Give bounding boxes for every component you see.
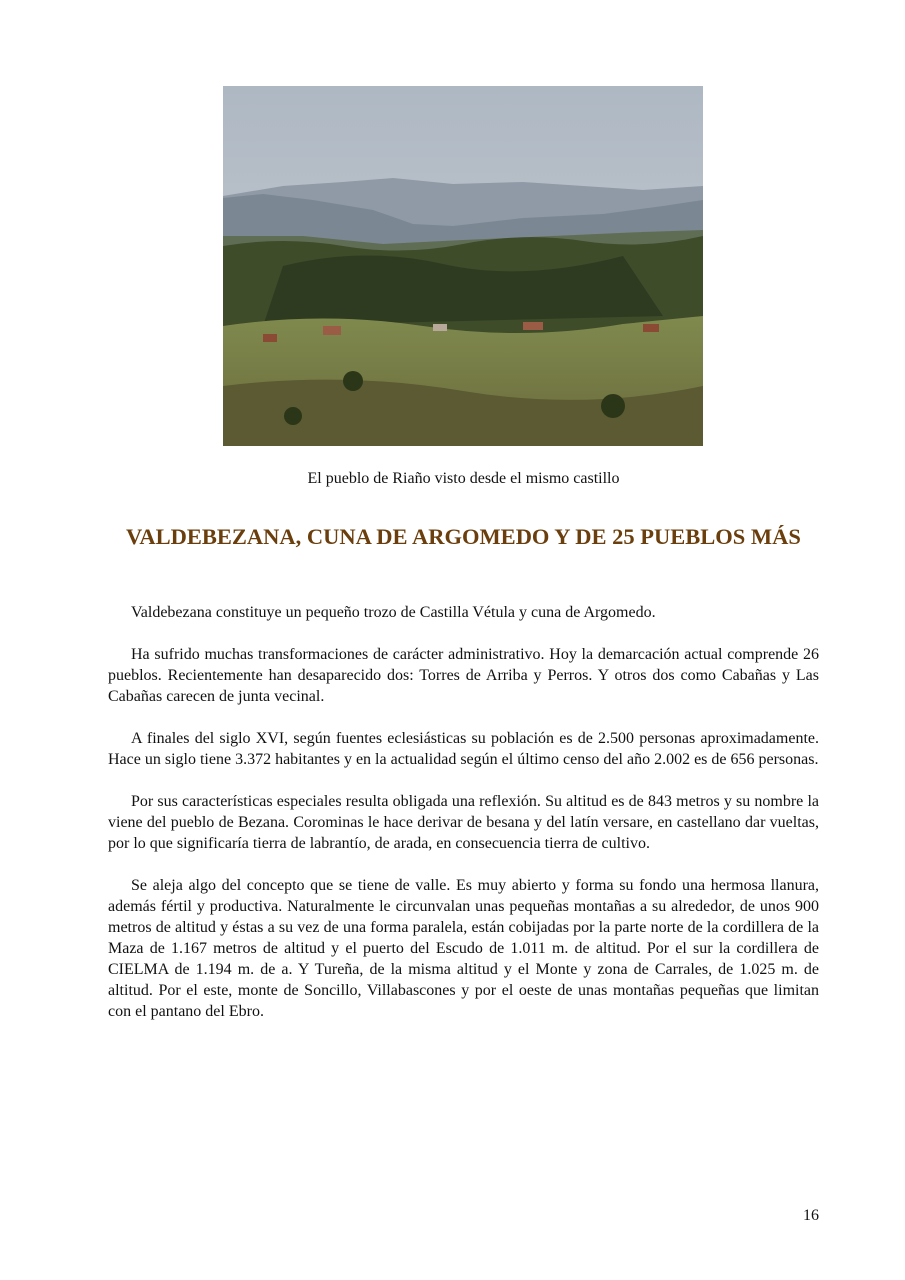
- photo-caption: El pueblo de Riaño visto desde el mismo castillo: [307, 470, 620, 487]
- page-number: 16: [803, 1207, 819, 1224]
- section-title: VALDEBEZANA, CUNA DE ARGOMEDO Y DE 25 PUEBLOS MÁS: [126, 524, 801, 549]
- landscape-photo: [223, 86, 703, 446]
- paragraph: Ha sufrido muchas transformaciones de carácter administrativo. Hoy la demarcación actual comprende 26 pueblos. Recientemente han desaparecido dos: Torres de Arriba y Perros. Y otros dos como Cabañas y Las Cabañas carecen de junta vecinal.: [108, 646, 819, 705]
- paragraph: Se aleja algo del concepto que se tiene de valle. Es muy abierto y forma su fondo una hermosa llanura, además fértil y productiva. Naturalmente le circunvalan unas pequeñas montañas a su alrededor, de unos 900 metros de altitud y éstas a su vez de una forma paralela, están cobijadas por la parte norte de la cordillera de la Maza de 1.167 metros de altitud y el puerto del Escudo de 1.011 m. de altitud. Por el sur la cordillera de CIELMA de 1.194 m. de a. Y Tureña, de la misma altitud y el Monte y zona de Carrales, de 1.025 m. de altitud. Por el este, monte de Soncillo, Villabascones y por el oeste de unas montañas pequeñas que limitan con el pantano del Ebro.: [108, 877, 819, 1020]
- body-text: [108, 602, 819, 1043]
- paragraph: A finales del siglo XVI, según fuentes eclesiásticas su población es de 2.500 personas aproximadamente. Hace un siglo tiene 3.372 habitantes y en la actualidad según el último censo del año 2.002 es de 656 personas.: [108, 730, 819, 768]
- paragraph: Valdebezana constituye un pequeño trozo de Castilla Vétula y cuna de Argomedo.: [131, 604, 656, 621]
- paragraph: Por sus características especiales resulta obligada una reflexión. Su altitud es de 843 metros y su nombre la viene del pueblo de Bezana. Corominas le hace derivar de besana y del latín versare, en castellano dar vueltas, por lo que significaría tierra de labrantío, de arada, en consecuencia tierra de cultivo.: [108, 793, 819, 852]
